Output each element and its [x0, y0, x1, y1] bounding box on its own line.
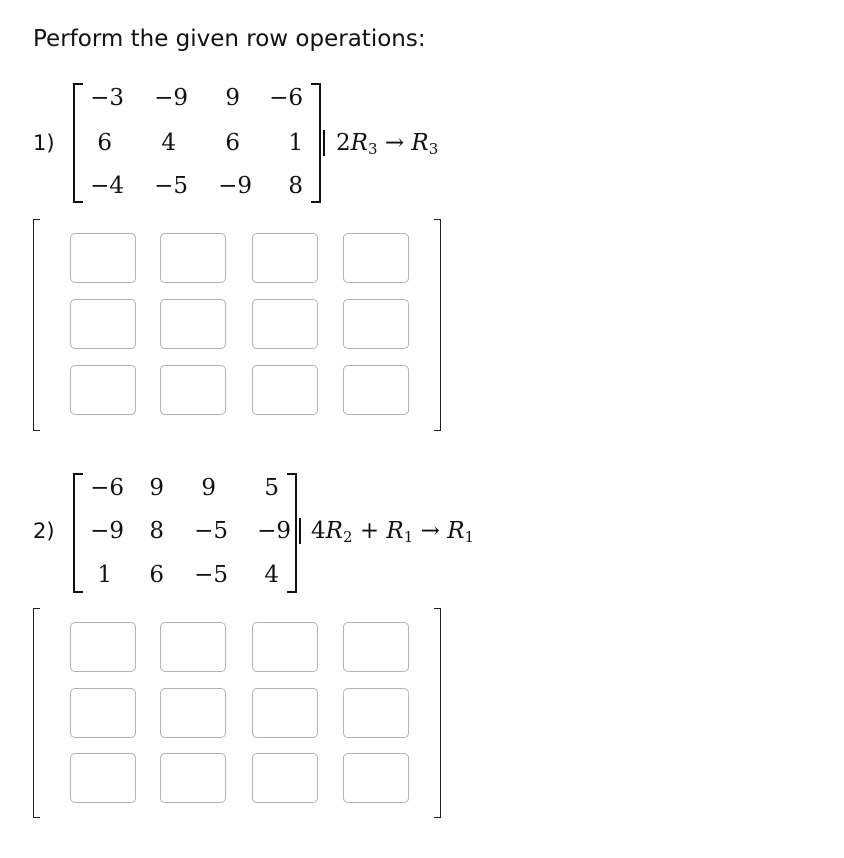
matrix-cell: 9: [149, 475, 164, 501]
matrix-right-bracket: [311, 83, 321, 203]
answer-1-r3c2[interactable]: [160, 365, 226, 415]
augment-bar: [299, 518, 301, 544]
answer-2-r2c3[interactable]: [252, 688, 318, 738]
matrix-cell: 8: [288, 173, 303, 199]
matrix-cell: 6: [225, 130, 240, 156]
matrix-cell: −6: [269, 85, 303, 111]
answer-1-r3c3[interactable]: [252, 365, 318, 415]
problem-2-label: 2): [33, 519, 55, 543]
augment-bar: [323, 130, 325, 156]
answer-2-r1c1[interactable]: [70, 622, 136, 672]
answer-2-r1c3[interactable]: [252, 622, 318, 672]
answer-2-r2c4[interactable]: [343, 688, 409, 738]
matrix-cell: −3: [90, 85, 124, 111]
matrix-cell: −9: [218, 173, 252, 199]
answer-1-r2c4[interactable]: [343, 299, 409, 349]
matrix-cell: −9: [257, 518, 291, 544]
matrix-cell: 6: [97, 130, 112, 156]
matrix-cell: 1: [97, 562, 112, 588]
matrix-cell: 6: [149, 562, 164, 588]
matrix-cell: −5: [194, 562, 228, 588]
answer-1-r1c2[interactable]: [160, 233, 226, 283]
matrix-cell: 4: [264, 562, 279, 588]
instruction-text: Perform the given row operations:: [33, 26, 426, 52]
answer-left-bracket: [33, 608, 40, 818]
answer-right-bracket: [434, 608, 441, 818]
matrix-cell: 9: [225, 85, 240, 111]
arrow-icon: →: [420, 518, 440, 544]
matrix-cell: 9: [201, 475, 216, 501]
matrix-cell: −5: [194, 518, 228, 544]
answer-2-r2c2[interactable]: [160, 688, 226, 738]
matrix-cell: −6: [90, 475, 124, 501]
arrow-icon: →: [384, 130, 405, 156]
matrix-cell: 8: [149, 518, 164, 544]
answer-2-r1c4[interactable]: [343, 622, 409, 672]
answer-1-r3c4[interactable]: [343, 365, 409, 415]
answer-2-r3c2[interactable]: [160, 753, 226, 803]
answer-2-r3c3[interactable]: [252, 753, 318, 803]
matrix-cell: 5: [264, 475, 279, 501]
matrix-cell: 1: [288, 130, 303, 156]
answer-2-r3c1[interactable]: [70, 753, 136, 803]
answer-1-r2c2[interactable]: [160, 299, 226, 349]
answer-2-r3c4[interactable]: [343, 753, 409, 803]
answer-right-bracket: [434, 219, 441, 431]
answer-1-r3c1[interactable]: [70, 365, 136, 415]
matrix-cell: 4: [161, 130, 176, 156]
answer-2-r2c1[interactable]: [70, 688, 136, 738]
answer-1-r1c1[interactable]: [70, 233, 136, 283]
answer-1-r1c4[interactable]: [343, 233, 409, 283]
matrix-cell: −4: [90, 173, 124, 199]
answer-1-r1c3[interactable]: [252, 233, 318, 283]
row-operation-1: $2R_3 \to R_3$: [336, 130, 439, 158]
answer-1-r2c3[interactable]: [252, 299, 318, 349]
row-operation-2: $4R_2 + R_1 \to R_1$: [311, 518, 475, 546]
answer-1-r2c1[interactable]: [70, 299, 136, 349]
matrix-cell: −9: [90, 518, 124, 544]
matrix-cell: −9: [154, 85, 188, 111]
problem-1-label: 1): [33, 131, 55, 155]
matrix-cell: −5: [154, 173, 188, 199]
answer-2-r1c2[interactable]: [160, 622, 226, 672]
answer-left-bracket: [33, 219, 40, 431]
